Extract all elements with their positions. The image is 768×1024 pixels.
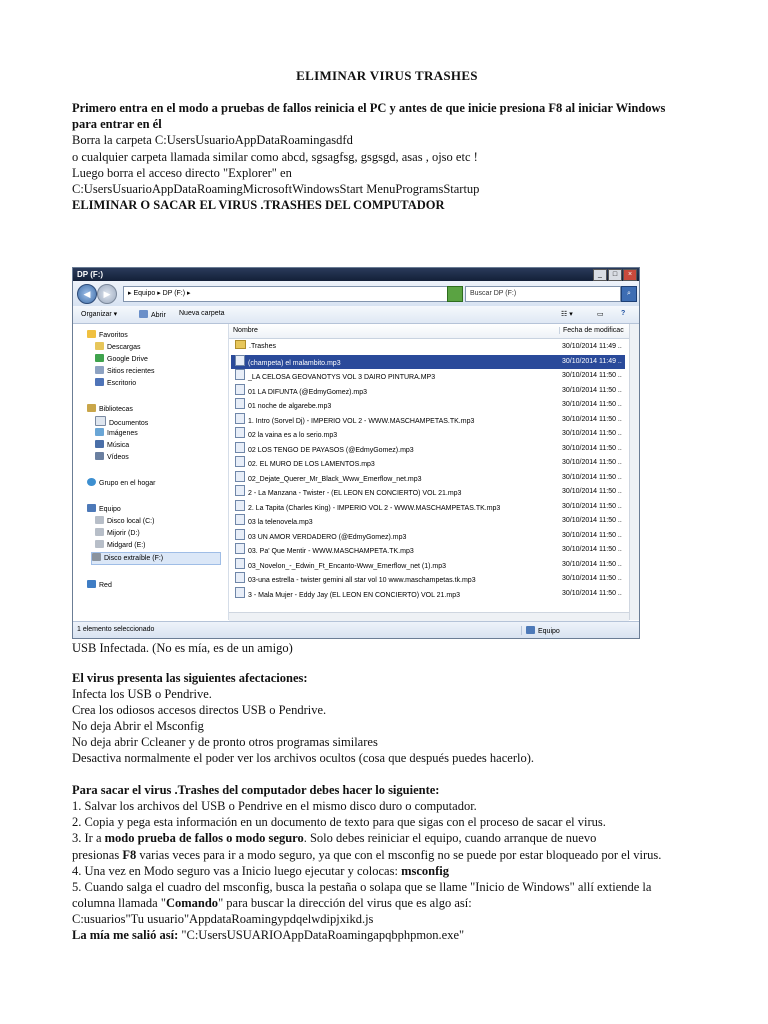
address-bar[interactable]: ▸ Equipo ▸ DP (F:) ▸	[123, 286, 449, 302]
file-row[interactable]	[231, 427, 625, 441]
command-toolbar	[73, 306, 639, 324]
audio-file-icon	[235, 514, 245, 525]
nav-escritorio[interactable]	[95, 378, 136, 389]
step-4-bold: msconfig	[401, 864, 449, 878]
status-location	[521, 626, 560, 635]
step-3-bold: F8	[122, 848, 137, 862]
file-date: 30/10/2014 11:50 ..	[562, 430, 622, 437]
explorer-screenshot	[72, 267, 640, 639]
intro-line: Borra la carpeta C:UsersUsuarioAppDataRoamingasdfd	[72, 133, 353, 147]
libraries-icon	[87, 404, 96, 412]
file-date: 30/10/2014 11:50 ..	[562, 372, 622, 379]
file-row[interactable]	[231, 558, 625, 572]
file-row[interactable]	[231, 485, 625, 499]
nav-label: Disco local (C:)	[107, 518, 155, 525]
audio-file-icon	[235, 500, 245, 511]
file-name-label: 02_Dejate_Querer_Mr_Black_Www_Emerflow_net.mp3	[248, 475, 422, 483]
file-name	[235, 587, 460, 601]
nav-label: Equipo	[99, 506, 121, 513]
file-name	[235, 514, 313, 528]
file-date: 30/10/2014 11:50 ..	[562, 386, 622, 394]
page-title: ELIMINAR VIRUS TRASHES	[296, 68, 478, 83]
intro-line: Luego borra el acceso directo "Explorer" en	[72, 166, 292, 180]
file-name-label: 03 UN AMOR VERDADERO (@EdmyGomez).mp3	[248, 533, 407, 541]
file-row[interactable]	[231, 543, 625, 557]
file-list-pane	[229, 324, 639, 620]
file-row[interactable]	[231, 355, 625, 369]
nav-label: Sitios recientes	[107, 368, 155, 375]
file-name	[235, 558, 446, 572]
intro-bold-2: para entrar en él	[72, 117, 162, 131]
file-row[interactable]	[231, 384, 625, 398]
nav-label: Google Drive	[107, 356, 148, 363]
file-row[interactable]	[231, 456, 625, 470]
file-date: 30/10/2014 11:50 ..	[562, 546, 622, 553]
nav-label: Disco extraíble (F:)	[104, 555, 164, 562]
step-3-text: 3. Ir a	[72, 831, 105, 845]
music-icon	[95, 440, 104, 448]
file-row[interactable]	[231, 398, 625, 412]
file-name	[235, 398, 331, 412]
step-2: 2. Copia y pega esta información en un documento de texto para que sigas con el proceso de sacar el virus.	[72, 815, 606, 829]
step-3-text: presionas	[72, 848, 123, 862]
file-name-label: 01 noche de algarebe.mp3	[248, 403, 332, 410]
file-name	[235, 427, 337, 441]
effect-item: No deja abrir Ccleaner y de pronto otros programas similares	[72, 735, 378, 749]
step-5: 5. Cuando salga el cuadro del msconfig, busca la pestaña o solapa que se llame "Inicio de Windows" allí extiende la	[72, 880, 652, 894]
file-name-label: 01 LA DIFUNTA (@EdmyGomez).mp3	[248, 388, 368, 396]
step-3-cont	[72, 847, 661, 863]
file-row[interactable]	[231, 529, 625, 543]
nav-label: Música	[107, 442, 130, 449]
file-date: 30/10/2014 11:50 ..	[562, 531, 622, 539]
navigation-pane	[73, 324, 229, 620]
audio-file-icon	[235, 529, 245, 540]
file-date: 30/10/2014 11:50 ..	[562, 473, 622, 481]
file-date: 30/10/2014 11:50 ..	[562, 560, 622, 568]
step-5-text: " para buscar la dirección del virus que es algo así:	[218, 896, 472, 910]
new-folder-button[interactable]: Nueva carpeta	[179, 310, 225, 317]
nav-label: Midgard (E:)	[107, 542, 146, 549]
nav-extraible[interactable]	[91, 552, 221, 565]
file-name-label: 2 - La Manzana - Twister - (EL LEON EN CONCIERTO) VOL 21.mp3	[248, 490, 462, 497]
step-3-bold: modo prueba de fallos o modo seguro	[104, 831, 304, 845]
file-name-label: 02. EL MURO DE LOS LAMENTOS.mp3	[248, 461, 375, 468]
nav-label: Imágenes	[107, 430, 138, 437]
step-3	[72, 830, 596, 846]
window-title: DP (F:)	[77, 270, 104, 279]
file-date: 30/10/2014 11:50 ..	[562, 488, 622, 495]
nav-sitios[interactable]	[95, 366, 154, 377]
audio-file-icon	[235, 369, 245, 380]
intro-line: C:UsersUsuarioAppDataRoamingMicrosoftWindowsStart MenuProgramsStartup	[72, 182, 480, 196]
step-5-path: C:usuarios"Tu usuario"AppdataRoamingypdqelwdipjxikd.js	[72, 912, 374, 926]
open-label: Abrir	[151, 312, 166, 319]
file-name	[235, 572, 476, 586]
file-name-label: 03_Novelon_-_Edwin_Ft_Encanto-Www_Emerflow_net (1).mp3	[248, 562, 447, 570]
back-icon[interactable]: ◀	[77, 284, 97, 304]
nav-favoritos[interactable]	[87, 330, 128, 341]
nav-grupo[interactable]	[87, 478, 155, 489]
search-icon[interactable]: ⌕	[621, 286, 637, 302]
file-date: 30/10/2014 11:50 ..	[562, 415, 622, 423]
step-5-text: "C:UsersUSUARIOAppDataRoamingapqbphpmon.exe"	[181, 928, 465, 942]
nav-midgard[interactable]	[95, 540, 146, 551]
computer-icon	[87, 504, 96, 512]
file-name	[235, 500, 500, 514]
file-name	[235, 442, 414, 456]
file-row[interactable]	[231, 500, 625, 514]
file-name-label: 02 la vaina es a lo serio.mp3	[248, 432, 338, 439]
step-4-text: 4. Una vez en Modo seguro vas a Inicio luego ejecutar y colocas:	[72, 864, 402, 878]
audio-file-icon	[235, 384, 245, 395]
file-date: 30/10/2014 11:50 ..	[562, 502, 622, 510]
file-row[interactable]	[231, 471, 625, 485]
homegroup-icon	[87, 478, 96, 486]
pictures-icon	[95, 428, 104, 436]
file-name	[235, 413, 474, 427]
file-name-label: 03-una estrella - twister gemini all star vol 10 www.maschampetas.tk.mp3	[248, 577, 476, 584]
file-date: 30/10/2014 11:50 ..	[562, 444, 622, 452]
download-folder-icon	[95, 342, 104, 350]
file-row[interactable]	[231, 413, 625, 427]
file-row[interactable]	[231, 587, 625, 601]
step-4	[72, 863, 449, 879]
nav-label: Vídeos	[107, 454, 129, 461]
file-date: 30/10/2014 11:50 ..	[562, 575, 622, 582]
drive-icon	[95, 540, 104, 548]
col-name-header[interactable]: Nombre	[233, 327, 258, 334]
drive-icon	[95, 354, 104, 362]
file-name-label: (champeta) el malambito.mp3	[248, 359, 341, 367]
file-name-label: 03. Pa' Que Mentir - WWW.MASCHAMPETA.TK.mp3	[248, 548, 414, 555]
audio-file-icon	[235, 471, 245, 482]
videos-icon	[95, 452, 104, 460]
effect-item: Crea los odiosos accesos directos USB o Pendrive.	[72, 703, 327, 717]
audio-file-icon	[235, 355, 245, 366]
file-date: 30/10/2014 11:49 ..	[562, 357, 622, 365]
nav-imagenes[interactable]	[95, 428, 138, 439]
nav-equipo[interactable]	[87, 504, 121, 515]
audio-file-icon	[235, 398, 245, 409]
vertical-scrollbar[interactable]	[629, 324, 639, 620]
file-name	[235, 384, 367, 398]
nav-label: Grupo en el hogar	[99, 480, 156, 487]
documents-icon	[95, 416, 106, 426]
audio-file-icon	[235, 543, 245, 554]
nav-red[interactable]	[87, 580, 112, 591]
file-name	[235, 543, 414, 557]
nav-musica[interactable]	[95, 440, 129, 451]
file-name	[235, 529, 406, 543]
step-5-bold: Comando	[165, 896, 219, 910]
drive-icon	[95, 516, 104, 524]
horizontal-scrollbar[interactable]	[229, 612, 629, 621]
file-date: 30/10/2014 11:50 ..	[562, 401, 622, 408]
file-date: 30/10/2014 11:49 ..	[562, 343, 622, 350]
audio-file-icon	[235, 572, 245, 583]
file-name-label: _LA CELOSA GEOVANOTYS VOL 3 DAIRO PINTURA.MP3	[248, 374, 436, 381]
audio-file-icon	[235, 442, 245, 453]
audio-file-icon	[235, 413, 245, 424]
effect-item: No deja Abrir el Msconfig	[72, 719, 204, 733]
folder-icon	[235, 340, 246, 349]
close-icon[interactable]: ×	[623, 269, 637, 281]
file-name	[235, 485, 461, 499]
step-3-text: varias veces para ir a modo seguro, ya que con el msconfig no se puede por estar bloqueado por el virus.	[136, 848, 662, 862]
screenshot-caption: USB Infectada. (No es mía, es de un amigo)	[72, 641, 293, 655]
file-name	[235, 471, 422, 485]
audio-file-icon	[235, 587, 245, 598]
audio-file-icon	[235, 427, 245, 438]
file-name	[235, 369, 435, 383]
nav-label: Descargas	[107, 344, 141, 351]
star-icon	[87, 330, 96, 338]
nav-bibliotecas[interactable]	[87, 404, 133, 415]
file-date: 30/10/2014 11:50 ..	[562, 589, 622, 597]
audio-file-icon	[235, 558, 245, 569]
step-1: 1. Salvar los archivos del USB o Pendrive en el mismo disco duro o computador.	[72, 799, 477, 813]
nav-label: Escritorio	[107, 380, 137, 387]
column-header	[229, 324, 629, 339]
address-bar-area	[73, 281, 639, 307]
file-name-label: 02 LOS TENGO DE PAYASOS (@EdmyGomez).mp3	[248, 446, 414, 454]
search-input[interactable]: Buscar DP (F:)	[465, 286, 621, 302]
file-name-label: .Trashes	[249, 343, 276, 350]
file-name	[235, 340, 276, 354]
maximize-icon[interactable]: □	[608, 269, 622, 281]
nav-label: Red	[99, 582, 112, 589]
file-row[interactable]	[231, 572, 625, 586]
file-name-label: 03 la telenovela.mp3	[248, 519, 313, 526]
drive-icon	[95, 528, 104, 536]
network-icon	[87, 580, 96, 588]
nav-label: Bibliotecas	[99, 406, 133, 413]
status-location-label: Equipo	[538, 628, 560, 635]
file-row[interactable]	[231, 514, 625, 528]
help-icon[interactable]: ?	[621, 310, 626, 317]
step-5-cont	[72, 895, 472, 911]
preview-pane-icon[interactable]: ▭	[597, 311, 604, 318]
nav-descargas[interactable]	[95, 342, 140, 353]
file-row[interactable]	[231, 340, 625, 354]
nav-videos[interactable]	[95, 452, 129, 463]
step-5-result	[72, 927, 464, 943]
status-bar	[73, 621, 639, 639]
step-5-bold: La mía me salió así:	[72, 928, 182, 942]
intro-bold: Primero entra en el modo a pruebas de fallos reinicia el PC y antes de que inicie presiona F8 al iniciar Windows	[72, 101, 666, 115]
refresh-icon[interactable]	[447, 286, 463, 302]
nav-label: Documentos	[109, 420, 149, 427]
window-titlebar	[73, 268, 639, 281]
view-options-icon[interactable]: ☷ ▾	[561, 311, 573, 318]
recent-places-icon	[95, 366, 104, 374]
nav-label: Favoritos	[99, 332, 128, 339]
open-icon	[139, 310, 148, 318]
nav-label: Mijorir (D:)	[107, 530, 140, 537]
nav-disco-local[interactable]	[95, 516, 154, 527]
step-3-text: . Solo debes reiniciar el equipo, cuando arranque de nuevo	[303, 831, 597, 845]
open-button[interactable]	[139, 310, 166, 319]
file-name-label: 1. Intro (Sorvel Dj) - IMPERIO VOL 2 - WWW.MASCHAMPETAS.TK.mp3	[248, 417, 475, 425]
section-heading: ELIMINAR O SACAR EL VIRUS .TRASHES DEL COMPUTADOR	[72, 198, 445, 212]
organize-button[interactable]: Organizar ▾	[81, 311, 118, 318]
nav-google-drive[interactable]	[95, 354, 148, 365]
minimize-icon[interactable]: _	[593, 269, 607, 281]
effect-item: Desactiva normalmente el poder ver los archivos ocultos (cosa que después puedes hacerlo).	[72, 751, 534, 765]
file-name	[235, 456, 375, 470]
step-5-text: columna llamada "	[72, 896, 166, 910]
effect-item: Infecta los USB o Pendrive.	[72, 687, 212, 701]
file-row[interactable]	[231, 369, 625, 383]
status-selected: 1 elemento seleccionado	[77, 626, 155, 633]
file-row[interactable]	[231, 442, 625, 456]
nav-mijorir[interactable]	[95, 528, 140, 539]
nav-documentos[interactable]	[95, 416, 148, 427]
file-name	[235, 355, 341, 369]
col-date-header[interactable]: Fecha de modificac	[559, 327, 624, 334]
steps-heading: Para sacar el virus .Trashes del computador debes hacer lo siguiente:	[72, 783, 440, 797]
file-date: 30/10/2014 11:50 ..	[562, 517, 622, 524]
usb-drive-icon	[92, 553, 101, 561]
computer-icon	[526, 626, 535, 634]
audio-file-icon	[235, 456, 245, 467]
file-name-label: 2. La Tapita (Charles King) - IMPERIO VOL 2 - WWW.MASCHAMPETAS.TK.mp3	[248, 504, 501, 512]
file-date: 30/10/2014 11:50 ..	[562, 459, 622, 466]
effects-heading: El virus presenta las siguientes afectaciones:	[72, 671, 308, 685]
desktop-icon	[95, 378, 104, 386]
file-name-label: 3 - Mala Mujer - Eddy Jay (EL LEON EN CONCIERTO) VOL 21.mp3	[248, 591, 461, 599]
forward-icon[interactable]: ▶	[97, 284, 117, 304]
intro-line: o cualquier carpeta llamada similar como abcd, sgsagfsg, gsgsgd, asas , ojso etc !	[72, 150, 478, 164]
audio-file-icon	[235, 485, 245, 496]
